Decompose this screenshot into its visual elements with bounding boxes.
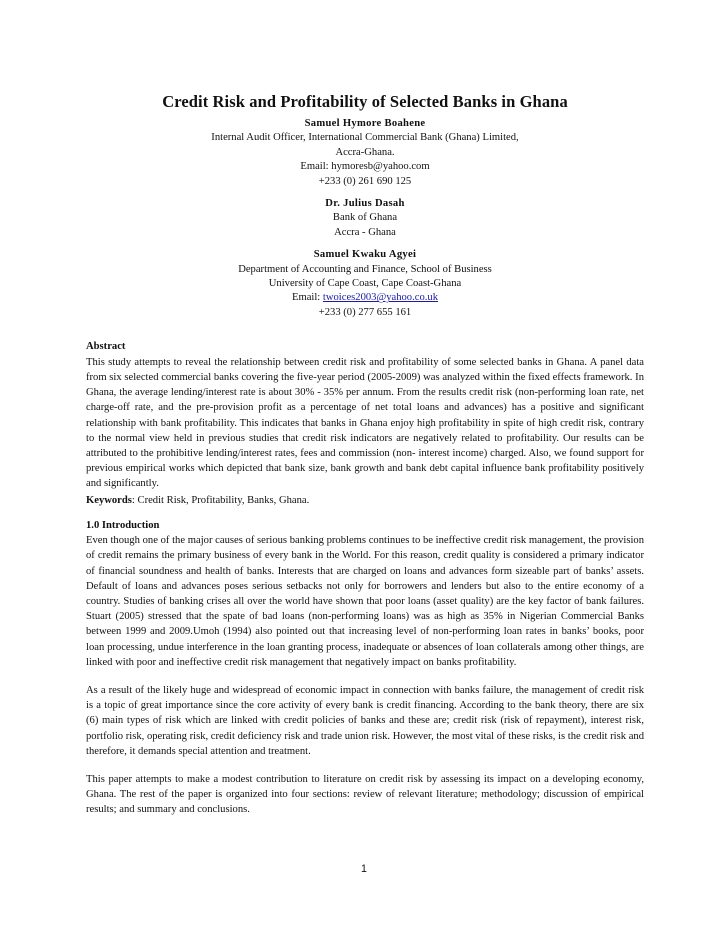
author-email: hymoresb@yahoo.com (331, 161, 430, 173)
author-3 (86, 248, 644, 320)
author-location: Accra-Ghana. (335, 146, 395, 158)
author-name: Dr. Julius Dasah (325, 198, 405, 210)
abstract-text: This study attempts to reveal the relationship between credit risk and profitability of some selected banks in Ghana. A panel data from six selected commercial banks covering the five-year period (2005-2009) was analyzed within the fixed effects framework. In Ghana, the average lending/interest rate is about 30% - 35% per annum. From the results credit risk (non-performing loan rate, net charge-off rate, and the pre-provision profit as a percentage of net total loans and advances) has a positive and significant relationship with bank profitability. This indicates that banks in Ghana enjoy high profitability in spite of high credit risk, contrary to the normal view held in previous studies that credit risk indicators are negatively related to profitability. Our results can be attributed to the prohibitive lending/interest rates, fees and commission (non- interest income) charged. Also, we found support for previous empirical works which depicted that bank size, bank growth and bank debt capital influence bank profitability positively and significantly. (86, 356, 644, 490)
intro-paragraph-1: Even though one of the major causes of serious banking problems continues to be ineffective credit risk management, the provision of credit remains the primary business of every bank in the World. For this reason, credit quality is considered a primary indicator of financial soundness and health of banks. Interests that are charged on loans and advances form sizeable part of banks’ assets. Default of loans and advances poses serious setbacks not only for borrowers and lenders but also to the entire economy of a country. Studies of banking crises all over the world have shown that poor loans (asset quality) are the key factor of bank failures. Stuart (2005) stressed that the spate of bad loans (non-performing loans) was as high as 35% in Nigerian Commercial Banks between 1999 and 2009.Umoh (1994) also pointed out that increasing level of non-performing loan rates in banks’ books, poor loan processing, undue interference in the loan granting process, inadequate or absences of loan collaterals among other things, are linked with poor and ineffective credit risk management that negatively impact on banks profitability. (86, 535, 644, 668)
email-prefix: Email: (292, 292, 323, 304)
intro-paragraph-3: This paper attempts to make a modest contribution to literature on credit risk by assessing its impact on a developing economy, Ghana. The rest of the paper is organized into four sections: review of relevant literature; methodology; discussion of empirical results; and summary and conclusions. (86, 773, 644, 816)
abstract-heading: Abstract (86, 341, 126, 353)
keywords-label: Keywords (86, 494, 132, 506)
author-affiliation: Internal Audit Officer, International Commercial Bank (Ghana) Limited, (211, 132, 519, 144)
introduction-heading: 1.0 Introduction (86, 519, 160, 531)
author-name: Samuel Hymore Boahene (304, 118, 426, 129)
introduction-section (86, 519, 644, 818)
author-email-line (86, 160, 644, 174)
author-affiliation: Department of Accounting and Finance, School of Business (238, 263, 492, 275)
author-location: University of Cape Coast, Cape Coast-Ghana (268, 278, 462, 290)
author-phone: +233 (0) 277 655 161 (318, 306, 412, 318)
abstract-section (86, 340, 644, 507)
intro-paragraph-2: As a result of the likely huge and widespread of economic impact in connection with banks failure, the management of credit risk is a topic of great importance since the core activity of every bank is credit financing. According to the bank theory, there are six (6) main types of risk which are linked with credit policies of banks and these are; credit risk (risk of repayment), interest risk, portfolio risk, operating risk, credit deficiency risk and trade union risk. However, the most vital of these risks, is the credit risk and therefore, it demands special attention and treatment. (86, 684, 644, 757)
keywords-list: : Credit Risk, Profitability, Banks, Ghana. (131, 494, 310, 506)
author-email-link[interactable]: twoices2003@yahoo.co.uk (322, 292, 438, 304)
author-1 (86, 117, 644, 189)
author-affiliation: Bank of Ghana (332, 212, 398, 224)
paper-page (86, 92, 644, 818)
author-email-line (86, 291, 644, 305)
author-phone: +233 (0) 261 690 125 (318, 175, 412, 187)
author-location: Accra - Ghana (334, 226, 396, 238)
author-2 (86, 197, 644, 240)
author-list (86, 117, 644, 320)
email-prefix: Email: (300, 161, 332, 173)
paper-title: Credit Risk and Profitability of Selected Banks in Ghana (162, 92, 568, 111)
page-number: 1 (361, 863, 367, 875)
keywords-line (86, 493, 644, 508)
author-name: Samuel Kwaku Agyei (313, 249, 417, 261)
